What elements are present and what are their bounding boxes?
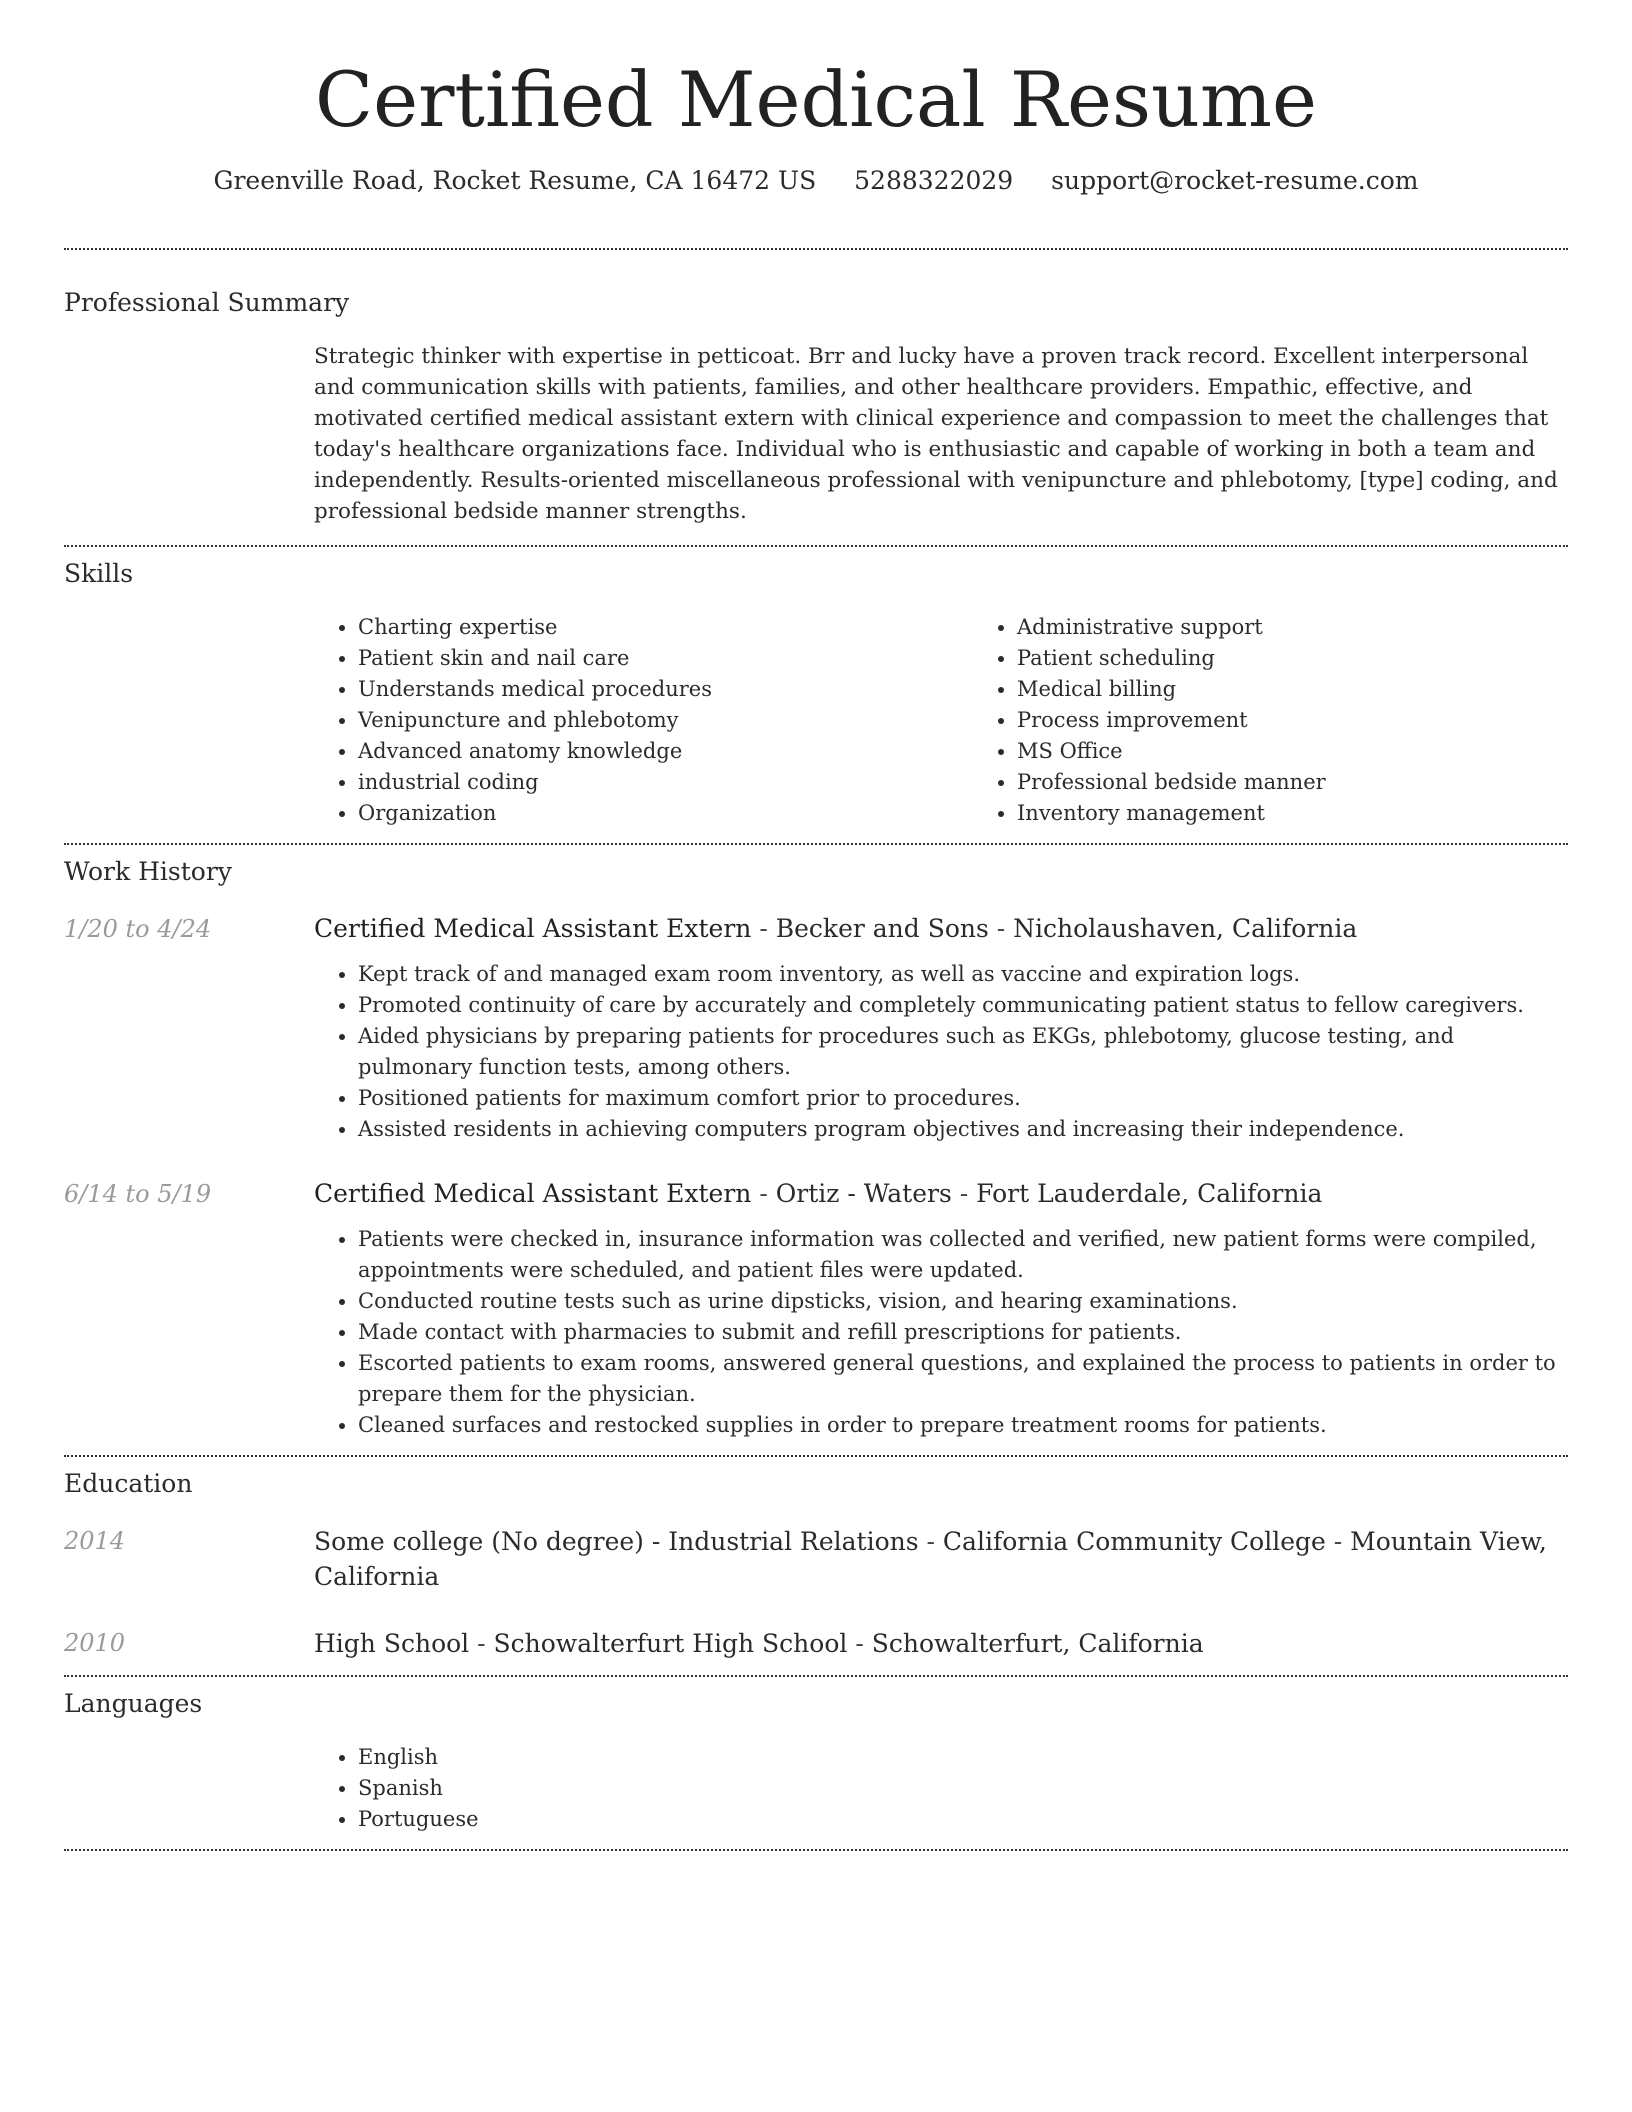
skill-item: • industrial coding <box>358 767 973 798</box>
job-dates: 1/20 to 4/24 <box>64 915 212 943</box>
job-bullets <box>314 959 1568 1145</box>
section-heading-summary: Professional Summary <box>64 288 350 317</box>
job-bullet: • Conducted routine tests such as urine dipsticks, vision, and hearing examinations. <box>358 1286 1568 1317</box>
skill-item: • Administrative support <box>1017 612 1632 643</box>
job-location: Fort Lauderdale, California <box>976 1179 1323 1208</box>
job-bullet: • Aided physicians by preparing patients for procedures such as EKGs, phlebotomy, glucose testing, and pulmonary function tests, among others. <box>358 1021 1568 1083</box>
skill-item: • Process improvement <box>1017 705 1632 736</box>
summary-section <box>64 250 1568 527</box>
education-location: Schowalterfurt, California <box>871 1629 1204 1658</box>
job-title: Certified Medical Assistant Extern <box>314 914 752 943</box>
contact-line <box>64 164 1568 198</box>
job-separator: - <box>951 1179 977 1208</box>
skill-item: • Patient scheduling <box>1017 643 1632 674</box>
job-bullet: • Escorted patients to exam rooms, answered general questions, and explained the process to patients in order to prepare them for the physician. <box>358 1348 1568 1410</box>
divider <box>64 1849 1568 1851</box>
job-bullet: • Assisted residents in achieving computers program objectives and increasing their independence. <box>358 1114 1568 1145</box>
skill-item: • Venipuncture and phlebotomy <box>358 705 973 736</box>
job-bullet: • Cleaned surfaces and restocked supplies in order to prepare treatment rooms for patients. <box>358 1410 1568 1441</box>
skill-item: • Medical billing <box>1017 674 1632 705</box>
education-year: 2010 <box>64 1629 126 1657</box>
job-company: Becker and Sons <box>775 914 989 943</box>
education-degree: High School <box>314 1629 470 1658</box>
skill-item: • Advanced anatomy knowledge <box>358 736 973 767</box>
section-heading-languages: Languages <box>64 1689 203 1718</box>
contact-address: Greenville Road, Rocket Resume, CA 16472 US <box>213 166 817 195</box>
job-title: Certified Medical Assistant Extern <box>314 1179 752 1208</box>
job-heading <box>314 1177 1568 1211</box>
job-bullets <box>314 1224 1568 1441</box>
education-separator: - <box>469 1629 494 1658</box>
section-heading-work: Work History <box>64 857 232 886</box>
resume-page <box>64 0 1568 1851</box>
education-section <box>64 1457 1568 1661</box>
skill-item: • Organization <box>358 798 973 829</box>
skills-list-left <box>314 612 973 829</box>
skills-section <box>64 547 1568 829</box>
job-separator: - <box>751 1179 776 1208</box>
skill-item: • Charting expertise <box>358 612 973 643</box>
job-bullet: • Positioned patients for maximum comfort prior to procedures. <box>358 1083 1568 1114</box>
job-bullet: • Made contact with pharmacies to submit and refill prescriptions for patients. <box>358 1317 1568 1348</box>
job-bullet: • Promoted continuity of care by accurately and completely communicating patient status to fellow caregivers. <box>358 990 1568 1021</box>
education-degree: Some college (No degree) - Industrial Relations <box>314 1527 919 1556</box>
education-school: Schowalterfurt High School <box>493 1629 848 1658</box>
summary-text: Strategic thinker with expertise in petticoat. Brr and lucky have a proven track record. Excellent interpersonal and communication skills with patients, families, and other healthcare providers. Empathic, effective, and motivated certified medical assistant extern with clinical experience and compassion to meet the challenges that today's healthcare organizations face. Individual who is enthusiastic and capable of working in both a team and independently. Results-oriented miscellaneous professional with venipuncture and phlebotomy, [type] coding, and professional bedside manner strengths. <box>314 344 1558 524</box>
languages-list <box>314 1742 1568 1835</box>
skills-columns <box>314 612 1632 829</box>
job-dates: 6/14 to 5/19 <box>64 1180 212 1208</box>
education-separator: - <box>847 1629 872 1658</box>
education-location: Mountain View, California <box>314 1527 1547 1591</box>
skill-item: • MS Office <box>1017 736 1632 767</box>
language-item: • Portuguese <box>358 1804 1568 1835</box>
job-bullet: • Kept track of and managed exam room inventory, as well as vaccine and expiration logs. <box>358 959 1568 990</box>
summary-spacer <box>64 341 314 527</box>
education-separator: - <box>1325 1527 1351 1556</box>
education-entry <box>64 1626 1568 1661</box>
education-year: 2014 <box>64 1527 126 1555</box>
education-heading <box>314 1626 1568 1661</box>
skills-spacer <box>64 612 314 829</box>
language-item: • English <box>358 1742 1568 1773</box>
job-heading <box>314 912 1568 946</box>
contact-email: support@rocket-resume.com <box>1051 166 1419 195</box>
skills-list-right <box>973 612 1632 829</box>
work-section <box>64 845 1568 1441</box>
job-location: Nicholaushaven, California <box>1013 914 1358 943</box>
job-separator: - <box>988 914 1014 943</box>
education-school: California Community College <box>942 1527 1326 1556</box>
contact-phone: 5288322029 <box>854 166 1014 195</box>
language-item: • Spanish <box>358 1773 1568 1804</box>
job-bullet: • Patients were checked in, insurance information was collected and verified, new patient forms were compiled, appointments were scheduled, and patient files were updated. <box>358 1224 1568 1286</box>
job-separator: - <box>751 914 776 943</box>
languages-spacer <box>64 1742 314 1835</box>
section-heading-education: Education <box>64 1469 193 1498</box>
education-separator: - <box>918 1527 943 1556</box>
skill-item: • Inventory management <box>1017 798 1632 829</box>
job-company: Ortiz - Waters <box>775 1179 952 1208</box>
skill-item: • Professional bedside manner <box>1017 767 1632 798</box>
job-entry <box>64 1177 1568 1441</box>
education-entry <box>64 1524 1568 1594</box>
skill-item: • Understands medical procedures <box>358 674 973 705</box>
languages-section <box>64 1677 1568 1835</box>
job-entry <box>64 912 1568 1145</box>
education-heading <box>314 1524 1568 1594</box>
section-heading-skills: Skills <box>64 559 134 588</box>
resume-title: Certified Medical Resume <box>314 55 1318 144</box>
skill-item: • Patient skin and nail care <box>358 643 973 674</box>
